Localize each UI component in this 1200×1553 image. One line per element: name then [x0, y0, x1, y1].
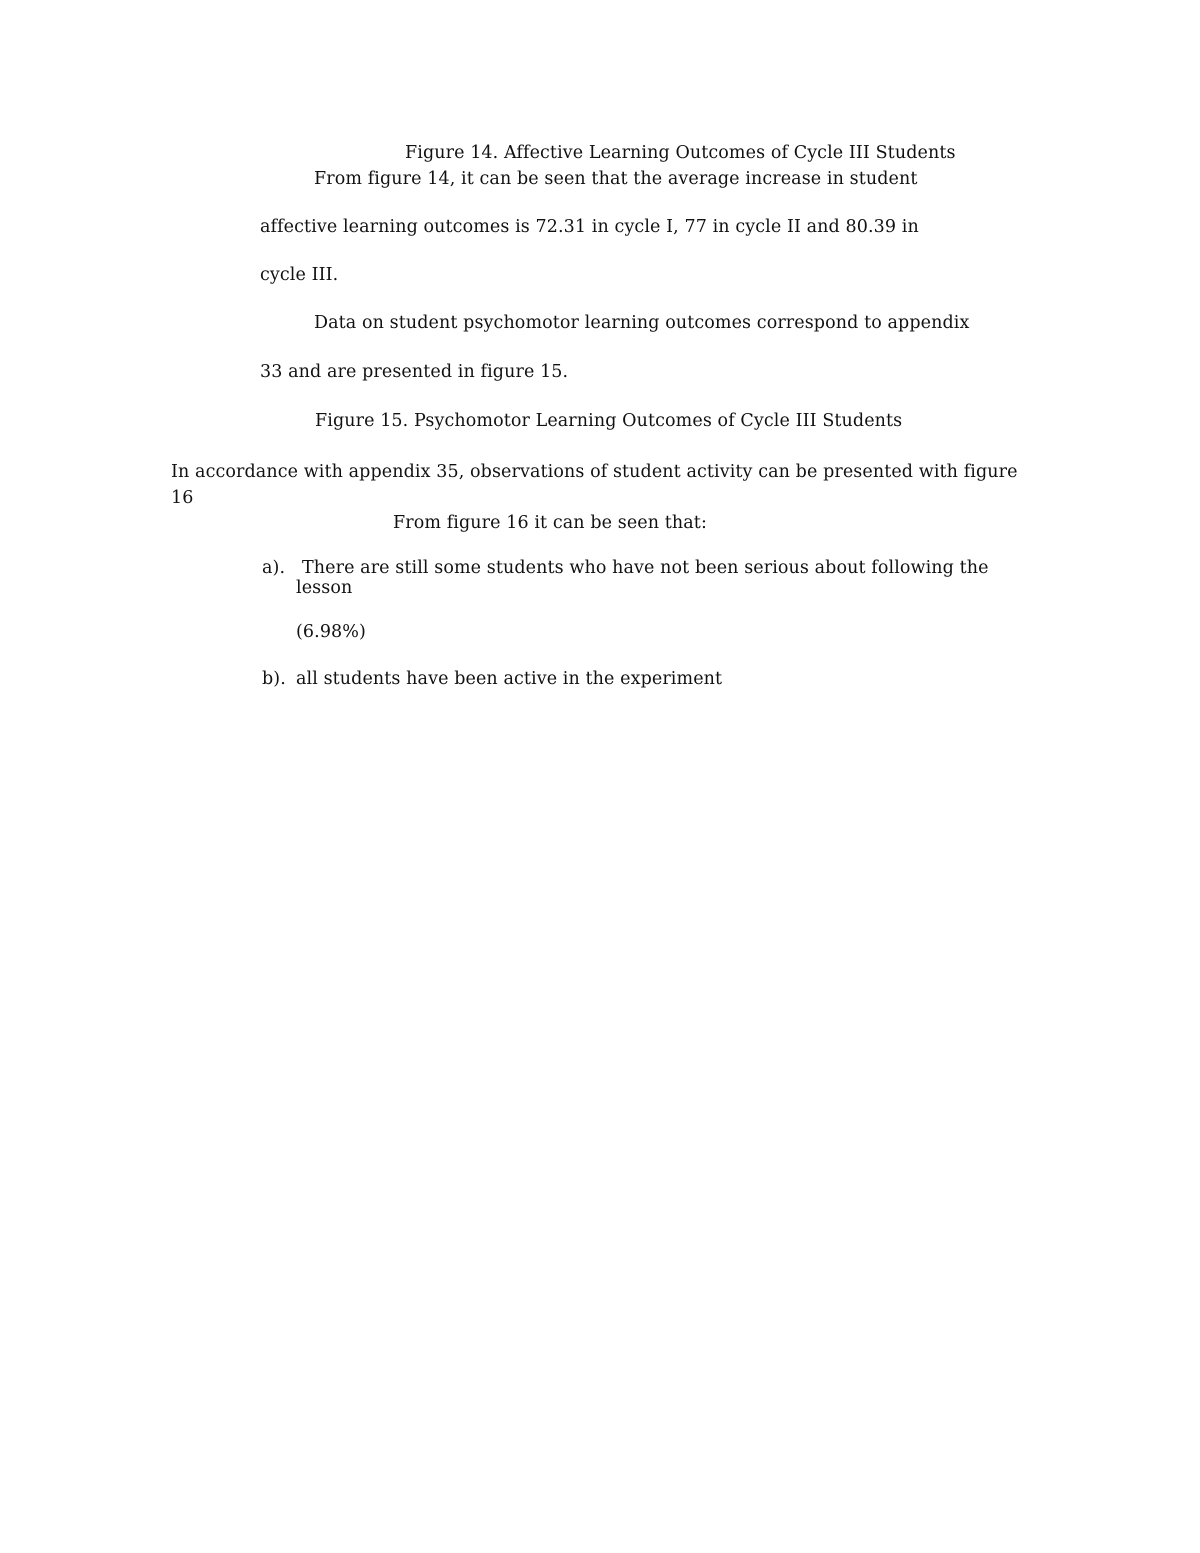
- figure-15-caption: Figure 15. Psychomotor Learning Outcomes of Cycle III Students: [315, 411, 903, 431]
- list-item-b-marker: b).: [262, 669, 286, 689]
- list-item-a-marker: a).: [262, 558, 286, 578]
- paragraph-1-line-3: cycle III.: [260, 265, 339, 285]
- paragraph-3-line-1: In accordance with appendix 35, observations of student activity can be presented with figure: [171, 462, 1018, 482]
- paragraph-4: From figure 16 it can be seen that:: [393, 513, 707, 533]
- figure-14-caption: Figure 14. Affective Learning Outcomes of Cycle III Students: [405, 143, 956, 163]
- list-item-a-line-1: There are still some students who have not been serious about following the: [302, 558, 989, 578]
- list-item-a-note: (6.98%): [296, 622, 366, 642]
- list-item-b-text: all students have been active in the experiment: [296, 669, 723, 689]
- paragraph-1-line-1: From figure 14, it can be seen that the average increase in student: [314, 169, 918, 189]
- paragraph-2-line-1: Data on student psychomotor learning outcomes correspond to appendix: [314, 313, 970, 333]
- paragraph-3-line-2: 16: [171, 488, 194, 508]
- paragraph-2-line-2: 33 and are presented in figure 15.: [260, 362, 569, 382]
- list-item-a-line-2: lesson: [296, 578, 353, 598]
- paragraph-1-line-2: affective learning outcomes is 72.31 in cycle I, 77 in cycle II and 80.39 in: [260, 217, 919, 237]
